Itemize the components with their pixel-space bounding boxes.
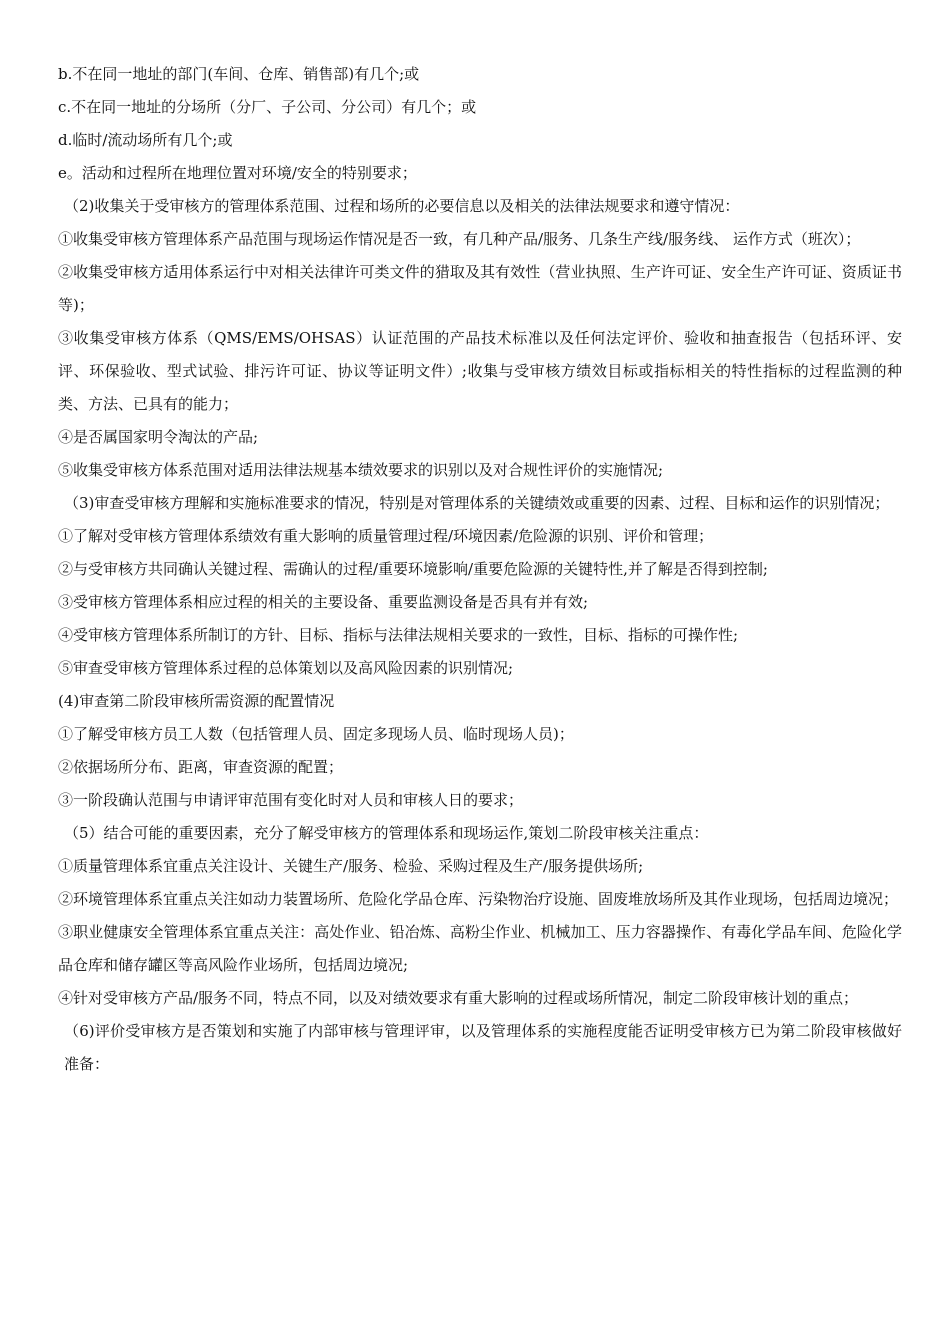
- paragraph-d-temporary-sites: d.临时/流动场所有几个;或: [58, 131, 233, 149]
- paragraph-section-3: （3)审查受审核方理解和实施标准要求的情况，特别是对管理体系的关键绩效或重要的因素、过程、目标和运作的识别情况；: [64, 494, 890, 512]
- paragraph-2-item-3: ③收集受审核方体系（QMS/EMS/OHSAS）认证范围的产品技术标准以及任何法定评价、验收和抽查报告（包括环评、安评、环保验收、型式试验、排污许可证、协议等证明文件）;收集与受审核方绩效目标或指标相关的特性指标的过程监测的种类、方法、已具有的能力；: [58, 329, 902, 413]
- paragraph-2-item-1: ①收集受审核方管理体系产品范围与现场运作情况是否一致，有几种产品/服务、几条生产线/服务线、 运作方式（班次）；: [58, 230, 861, 248]
- paragraph-section-4: (4)审查第二阶段审核所需资源的配置情况: [58, 692, 335, 710]
- paragraph-c-branches: c.不在同一地址的分场所（分厂、子公司、分公司）有几个；或: [58, 98, 477, 116]
- paragraph-3-item-5: ⑤审查受审核方管理体系过程的总体策划以及高风险因素的识别情况;: [58, 659, 514, 677]
- paragraph-3-item-2: ②与受审核方共同确认关键过程、需确认的过程/重要环境影响/重要危险源的关键特性,并了解是否得到控制;: [58, 560, 768, 578]
- paragraph-section-6: （6)评价受审核方是否策划和实施了内部审核与管理评审，以及管理体系的实施程度能否证明受审核方已为第二阶段审核做好准备：: [64, 1022, 902, 1073]
- paragraph-3-item-1: ①了解对受审核方管理体系绩效有重大影响的质量管理过程/环境因素/危险源的识别、评价和管理；: [58, 527, 714, 545]
- paragraph-5-item-2: ②环境管理体系宜重点关注如动力装置场所、危险化学品仓库、污染物治疗设施、固废堆放场所及其作业现场，包括周边境况；: [58, 890, 899, 908]
- paragraph-b-departments: b.不在同一地址的部门(车间、仓库、销售部)有几个;或: [58, 65, 420, 83]
- paragraph-4-item-1: ①了解受审核方员工人数（包括管理人员、固定多现场人员、临时现场人员)；: [58, 725, 574, 743]
- paragraph-4-item-3: ③一阶段确认范围与申请评审范围有变化时对人员和审核人日的要求；: [58, 791, 524, 809]
- paragraph-e-geographic-requirements: e。活动和过程所在地理位置对环境/安全的特别要求；: [58, 164, 417, 182]
- paragraph-2-item-5: ⑤收集受审核方体系范围对适用法律法规基本绩效要求的识别以及对合规性评价的实施情况;: [58, 461, 664, 479]
- paragraph-4-item-2: ②依据场所分布、距离，审查资源的配置；: [58, 758, 344, 776]
- paragraph-3-item-4: ④受审核方管理体系所制订的方针、目标、指标与法律法规相关要求的一致性，目标、指标的可操作性;: [58, 626, 739, 644]
- paragraph-section-5: （5）结合可能的重要因素，充分了解受审核方的管理体系和现场运作,策划二阶段审核关注重点：: [64, 824, 709, 842]
- paragraph-5-item-3: ③职业健康安全管理体系宜重点关注：高处作业、铅冶炼、高粉尘作业、机械加工、压力容器操作、有毒化学品车间、危险化学品仓库和储存罐区等高风险作业场所，包括周边境况;: [58, 923, 902, 974]
- paragraph-2-item-2: ②收集受审核方适用体系运行中对相关法律许可类文件的猎取及其有效性（营业执照、生产许可证、安全生产许可证、资质证书等)；: [58, 263, 902, 314]
- paragraph-5-item-4: ④针对受审核方产品/服务不同，特点不同，以及对绩效要求有重大影响的过程或场所情况，制定二阶段审核计划的重点；: [58, 989, 859, 1007]
- paragraph-3-item-3: ③受审核方管理体系相应过程的相关的主要设备、重要监测设备是否具有并有效;: [58, 593, 589, 611]
- paragraph-5-item-1: ①质量管理体系宜重点关注设计、关键生产/服务、检验、采购过程及生产/服务提供场所;: [58, 857, 644, 875]
- paragraph-section-2: （2)收集关于受审核方的管理体系范围、过程和场所的必要信息以及相关的法律法规要求和遵守情况：: [64, 197, 740, 215]
- paragraph-2-item-4: ④是否属国家明令淘汰的产品;: [58, 428, 259, 446]
